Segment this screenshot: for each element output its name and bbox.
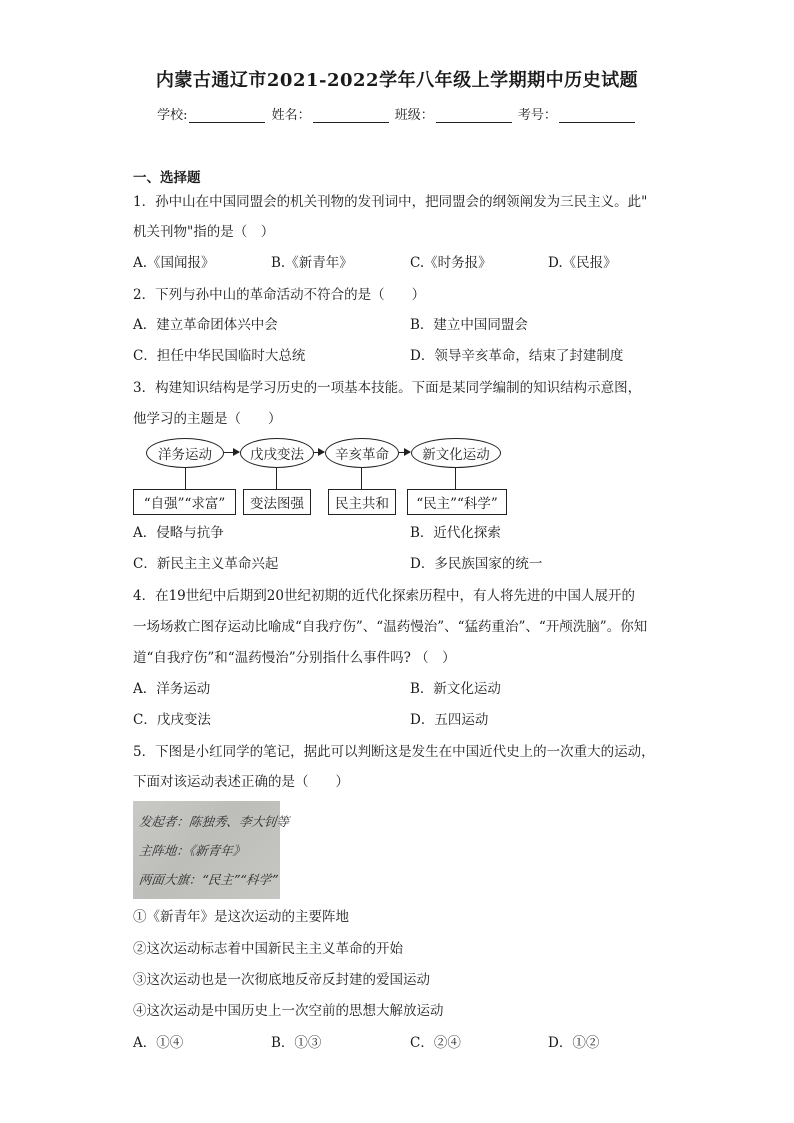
- handwritten-note-image: [133, 801, 290, 899]
- q3-option-b: B．近代化探索: [410, 525, 501, 541]
- diagram-connector-3: [361, 468, 362, 489]
- name-blank: [313, 108, 389, 123]
- diagram-oval-4: 新文化运动: [411, 438, 501, 468]
- q1-option-a: A.《国闻报》: [133, 255, 215, 271]
- q4-stem-line2: 一场场救亡图存运动比喻成“自我疗伤”、“温药慢治”、“猛药重治”、“开颅洗脑”。你知: [133, 619, 648, 635]
- class-blank: [436, 108, 512, 123]
- q2-option-a: A．建立革命团体兴中会: [133, 317, 278, 333]
- exam-no-label: 考号：: [517, 108, 557, 123]
- q4-stem-line3: 道“自我疗伤”和“温药慢治”分别指什么事件吗? （ ）: [133, 650, 456, 666]
- q4-option-c: C．戊戌变法: [133, 712, 211, 728]
- exam-no-blank: [559, 108, 635, 123]
- q3-stem-line1: 3．构建知识结构是学习历史的一项基本技能。下面是某同学编制的知识结构示意图，: [133, 380, 642, 396]
- q5-option-b: B．①③: [271, 1035, 322, 1051]
- diagram-oval-2: 戊戌变法: [240, 438, 314, 468]
- note-line-2: 主阵地：《新青年》: [138, 843, 247, 858]
- note-line-1: 发起者：陈独秀、李大钊等: [138, 814, 290, 829]
- q4-option-b: B．新文化运动: [410, 681, 501, 697]
- diagram-arrow-3: [399, 452, 410, 453]
- q5-option-a: A．①④: [133, 1035, 184, 1051]
- student-info-line: [0, 104, 794, 123]
- diagram-arrow-1: [224, 452, 239, 453]
- q1-stem-line1: 1．孙中山在中国同盟会的机关刊物的发刊词中，把同盟会的纲领阐发为三民主义。此": [133, 194, 648, 210]
- q3-option-a: A．侵略与抗争: [133, 525, 224, 541]
- diagram-oval-1: 洋务运动: [146, 438, 224, 468]
- q1-stem-line2: 机关刊物"指的是（ ）: [133, 224, 275, 240]
- q5-statement-3: ③这次运动也是一次彻底地反帝反封建的爱国运动: [133, 972, 430, 988]
- q2-option-c: C．担任中华民国临时大总统: [133, 348, 306, 364]
- q2-option-d: D．领导辛亥革命，结束了封建制度: [410, 348, 624, 364]
- q2-option-b: B．建立中国同盟会: [410, 317, 528, 333]
- knowledge-structure-diagram: [133, 438, 513, 518]
- q1-option-c: C.《时务报》: [410, 255, 492, 271]
- q1-option-d: D.《民报》: [548, 255, 617, 271]
- diagram-box-3: 民主共和: [328, 489, 396, 515]
- diagram-connector-2: [276, 468, 277, 489]
- q3-option-c: C．新民主主义革命兴起: [133, 556, 279, 572]
- diagram-connector-4: [455, 468, 456, 489]
- name-label: 姓名：: [271, 108, 311, 123]
- note-line-3: 两面大旗：“民主”“科学”: [138, 872, 279, 887]
- q3-stem-line2: 他学习的主题是（ ）: [133, 411, 282, 427]
- page-title: 内蒙古通辽市2021-2022学年八年级上学期期中历史试题: [155, 70, 639, 91]
- q5-statement-2: ②这次运动标志着中国新民主主义革命的开始: [133, 941, 403, 957]
- diagram-connector-1: [185, 468, 186, 489]
- diagram-box-1: “自强”“求富”: [133, 489, 236, 515]
- q5-statement-4: ④这次运动是中国历史上一次空前的思想大解放运动: [133, 1003, 444, 1019]
- diagram-arrow-2: [314, 452, 324, 453]
- school-blank: [189, 108, 265, 123]
- diagram-oval-3: 辛亥革命: [325, 438, 399, 468]
- diagram-box-2: 变法图强: [243, 489, 311, 515]
- q4-option-d: D．五四运动: [410, 712, 489, 728]
- q3-option-d: D．多民族国家的统一: [410, 556, 543, 572]
- diagram-box-4: “民主”“科学”: [407, 489, 507, 515]
- q5-statement-1: ①《新青年》是这次运动的主要阵地: [133, 909, 349, 925]
- q2-stem-line1: 2．下列与孙中山的革命活动不符合的是（ ）: [133, 287, 426, 303]
- school-label: 学校:: [157, 108, 188, 123]
- class-label: 班级：: [394, 108, 434, 123]
- q5-stem-line2: 下面对该运动表述正确的是（ ）: [133, 774, 349, 790]
- q5-stem-line1: 5．下图是小红同学的笔记，据此可以判断这是发生在中国近代史上的一次重大的运动，: [133, 744, 655, 760]
- q4-stem-line1: 4．在19世纪中后期到20世纪初期的近代化探索历程中，有人将先进的中国人展开的: [133, 588, 635, 604]
- q4-option-a: A．洋务运动: [133, 681, 211, 697]
- q5-option-d: D．①②: [548, 1035, 600, 1051]
- section-title: 一、选择题: [133, 170, 201, 186]
- q5-option-c: C．②④: [410, 1035, 461, 1051]
- q1-option-b: B.《新青年》: [271, 255, 353, 271]
